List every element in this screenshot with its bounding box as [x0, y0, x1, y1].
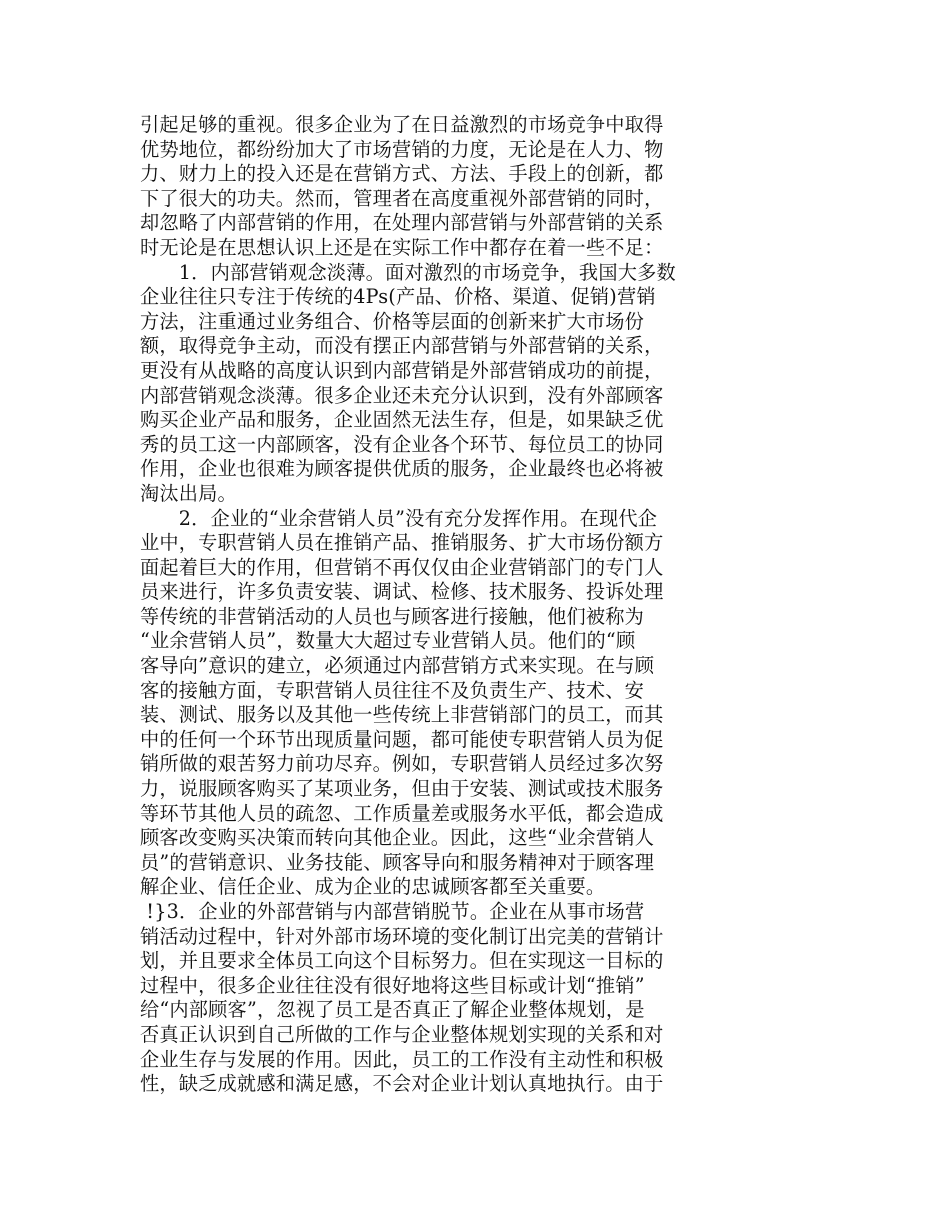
text-line: “业余营销人员”，数量大大超过专业营销人员。他们的“顾: [140, 629, 636, 653]
text-line: 客的接触方面，专职营销人员往往不及负责生产、技术、安: [140, 678, 645, 702]
text-line: 企业往往只专注于传统的4Ps(产品、价格、渠道、促销)营销: [140, 285, 656, 309]
text-line: 解企业、信任企业、成为企业的忠诚顾客都至关重要。: [140, 875, 606, 899]
text-line: 淘汰出局。: [140, 481, 237, 505]
text-line: 购买企业产品和服务，企业固然无法生存，但是，如果缺乏优: [140, 408, 664, 432]
text-line: 装、测试、服务以及其他一些传统上非营销部门的员工，而其: [140, 703, 664, 727]
text-line: 否真正认识到自己所做的工作与企业整体规划实现的关系和对: [140, 1022, 664, 1046]
text-line: 引起足够的重视。很多企业为了在日益激烈的市场竞争中取得: [140, 113, 664, 136]
text-line: 内部营销观念淡薄。很多企业还未充分认识到，没有外部顾客: [140, 383, 664, 407]
text-line: 下了很大的功夫。然而，管理者在高度重视外部营销的同时，: [140, 186, 664, 210]
text-line: 1．内部营销观念淡薄。面对激烈的市场竞争，我国大多数: [140, 260, 676, 284]
text-line: 更没有从战略的高度认识到内部营销是外部营销成功的前提，: [140, 358, 664, 382]
text-line: 性，缺乏成就感和满足感，不会对企业计划认真地执行。由于: [140, 1072, 664, 1096]
text-line: 划，并且要求全体员工向这个目标努力。但在实现这一目标的: [140, 949, 664, 973]
text-line: 时无论是在思想认识上还是在实际工作中都存在着一些不足：: [140, 235, 664, 259]
text-line: 面起着巨大的作用，但营销不再仅仅由企业营销部门的专门人: [140, 555, 664, 579]
text-line: 员来进行，许多负责安装、调试、检修、技术服务、投诉处理: [140, 580, 664, 604]
text-line: 中的任何一个环节出现质量问题，都可能使专职营销人员为促: [140, 727, 664, 751]
text-line: 力、财力上的投入还是在营销方式、方法、手段上的创新，都: [140, 162, 664, 186]
text-line: 力，说服顾客购买了某项业务，但由于安装、测试或技术服务: [140, 777, 664, 801]
text-line: 销活动过程中，针对外部市场环境的变化制订出完美的营销计: [140, 924, 664, 948]
text-line: 等传统的非营销活动的人员也与顾客进行接触，他们被称为: [140, 604, 645, 628]
document-body: [140, 113, 740, 1097]
text-line: 业中，专职营销人员在推销产品、推销服务、扩大市场份额方: [140, 531, 664, 555]
text-line: 销所做的艰苦努力前功尽弃。例如，专职营销人员经过多次努: [140, 752, 664, 776]
text-line: 过程中，很多企业往往没有很好地将这些目标或计划“推销”: [140, 973, 645, 997]
text-line: !}3．企业的外部营销与内部营销脱节。企业在从事市场营: [140, 900, 645, 923]
text-line: 额，取得竞争主动，而没有摆正内部营销与外部营销的关系，: [140, 334, 664, 358]
text-line: 优势地位，都纷纷加大了市场营销的力度，无论是在人力、物: [140, 137, 664, 161]
text-line: 2．企业的“业余营销人员”没有充分发挥作用。在现代企: [140, 506, 658, 530]
text-line: 作用，企业也很难为顾客提供优质的服务，企业最终也必将被: [140, 457, 664, 481]
text-line: 却忽略了内部营销的作用，在处理内部营销与外部营销的关系: [140, 211, 664, 235]
text-line: 给“内部顾客”，忽视了员工是否真正了解企业整体规划，是: [140, 998, 645, 1022]
text-line: 员”的营销意识、业务技能、顾客导向和服务精神对于顾客理: [140, 850, 655, 874]
text-line: 客导向”意识的建立，必须通过内部营销方式来实现。在与顾: [140, 654, 655, 678]
text-line: 秀的员工这一内部顾客，没有企业各个环节、每位员工的协同: [140, 432, 664, 456]
text-line: 顾客改变购买决策而转向其他企业。因此，这些“业余营销人: [140, 826, 655, 850]
text-line: 企业生存与发展的作用。因此，员工的工作没有主动性和积极: [140, 1047, 664, 1071]
text-line: 等环节其他人员的疏忽、工作质量差或服务水平低，都会造成: [140, 801, 664, 825]
text-line: 方法，注重通过业务组合、价格等层面的创新来扩大市场份: [140, 309, 645, 333]
